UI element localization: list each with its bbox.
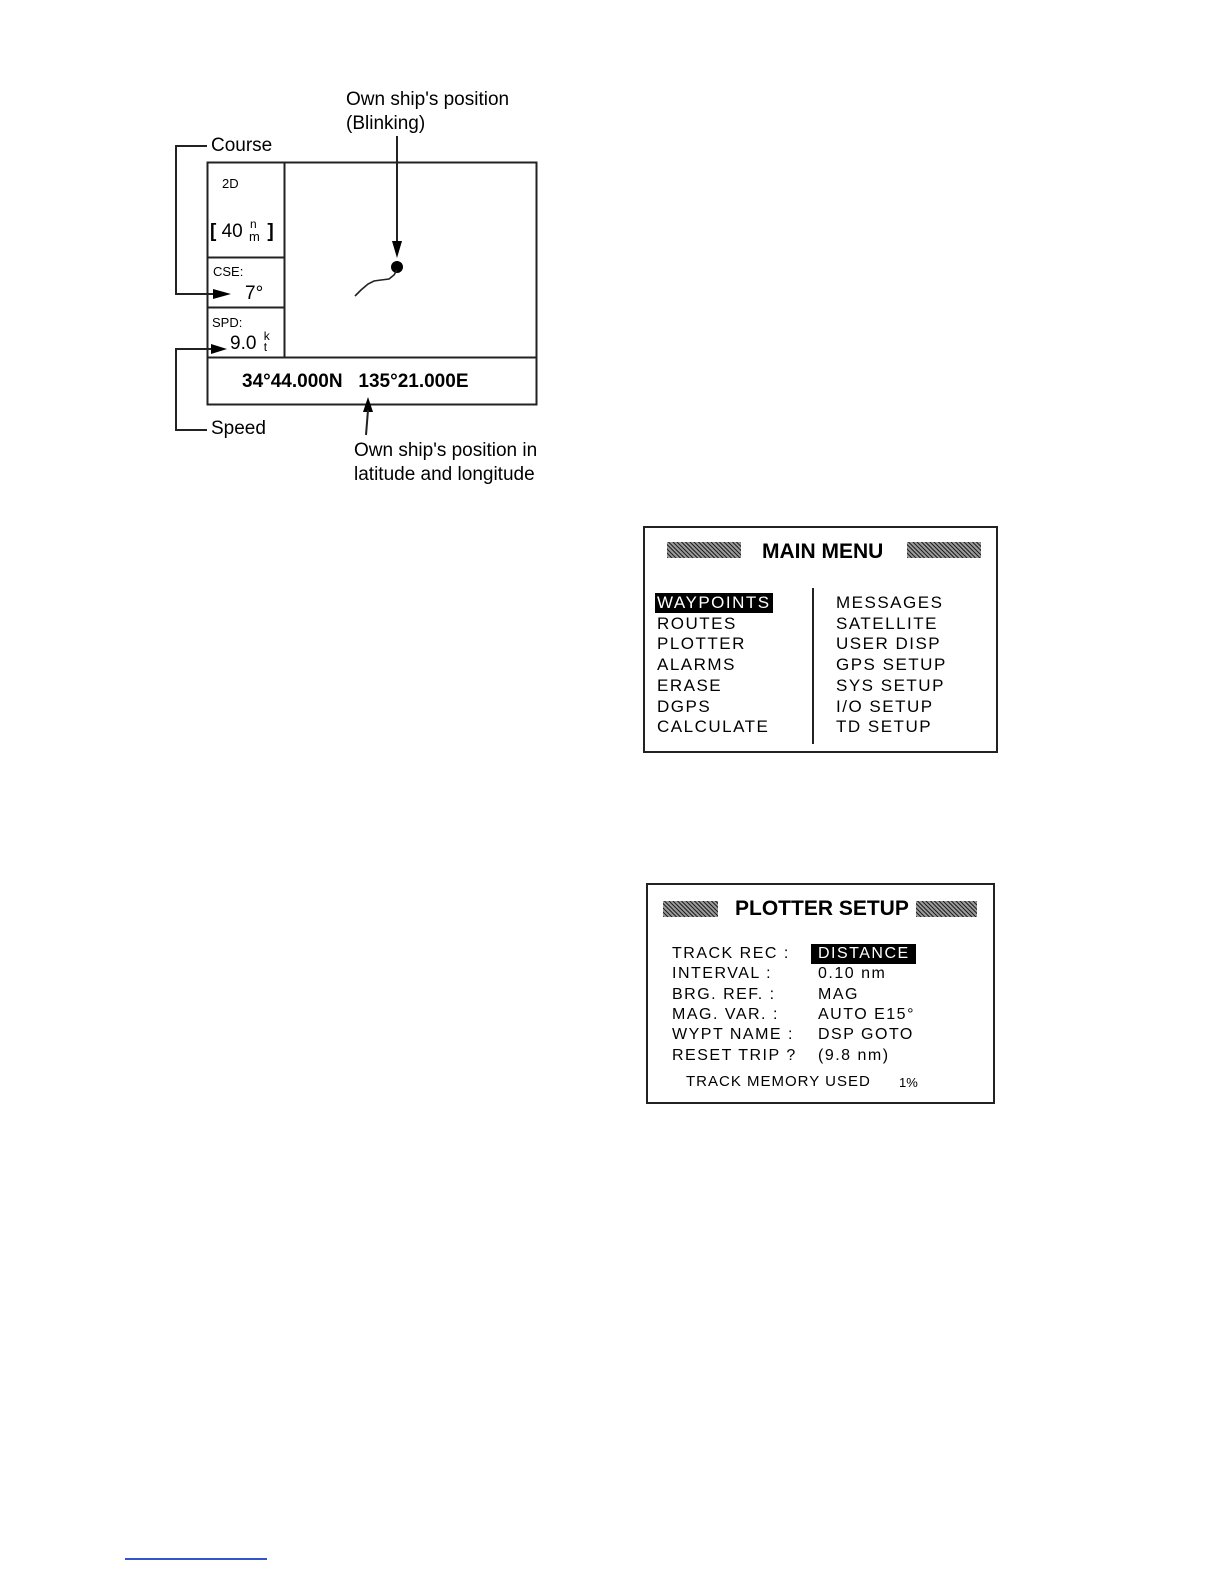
menu-item-satellite[interactable]: SATELLITE — [836, 613, 938, 633]
spd-unit-bottom: t — [263, 340, 268, 354]
range-value: 40 — [221, 221, 243, 242]
plotter-setup-title: PLOTTER SETUP — [735, 897, 909, 920]
title-hatch-left — [667, 542, 741, 558]
main-menu-title: MAIN MENU — [762, 540, 884, 563]
callout-own-ship-blinking: Own ship's position (Blinking) — [346, 89, 510, 134]
setting-value[interactable]: AUTO E15° — [818, 1005, 915, 1023]
title-hatch-right — [916, 901, 977, 917]
callout-lat-lon: Own ship's position in latitude and longitude — [354, 440, 538, 485]
setting-label: BRG. REF. : — [672, 985, 776, 1003]
track-memory-value: 1% — [899, 1075, 918, 1090]
setting-value[interactable]: 0.10 nm — [818, 965, 887, 983]
callout-speed: Speed — [211, 418, 266, 439]
diagram-lines — [0, 0, 600, 500]
menu-item-alarms[interactable]: ALARMS — [657, 655, 736, 675]
cse-label: CSE: — [213, 264, 244, 279]
mode-indicator: 2D — [222, 176, 239, 191]
setting-label: RESET TRIP ? — [672, 1046, 797, 1064]
menu-item-dgps[interactable]: DGPS — [657, 696, 712, 716]
menu-item-td-setup[interactable]: TD SETUP — [836, 717, 933, 737]
range-unit-top: n — [250, 217, 257, 231]
setting-label: TRACK REC : — [672, 945, 790, 962]
spd-value — [230, 329, 274, 355]
setting-value[interactable]: DSP GOTO — [818, 1026, 914, 1044]
menu-divider — [812, 588, 814, 744]
setting-label: WYPT NAME : — [672, 1026, 794, 1044]
title-hatch-left — [663, 901, 718, 917]
menu-item-messages[interactable]: MESSAGES — [836, 593, 944, 612]
footnote-rule — [125, 1558, 267, 1560]
spd-unit-top: k — [263, 329, 270, 343]
menu-item-waypoints[interactable]: WAYPOINTS — [657, 593, 771, 612]
range-display: [ 40 n m ] — [210, 217, 274, 244]
range-unit-bottom: m — [249, 229, 260, 244]
main-menu-panel — [643, 526, 998, 753]
menu-item-routes[interactable]: ROUTES — [657, 613, 737, 633]
setting-value[interactable]: MAG — [818, 985, 859, 1003]
menu-item-erase[interactable]: ERASE — [657, 675, 723, 695]
setting-label: MAG. VAR. : — [672, 1005, 779, 1023]
menu-item-calculate[interactable]: CALCULATE — [657, 717, 770, 737]
menu-item-i-o-setup[interactable]: I/O SETUP — [836, 696, 934, 716]
position-readout: 34°44.000N 135°21.000E — [242, 371, 469, 392]
setting-label: INTERVAL : — [672, 965, 773, 983]
title-hatch-right — [907, 542, 981, 558]
spd-number: 9.0 — [230, 333, 257, 354]
spd-label: SPD: — [212, 315, 243, 330]
menu-item-gps-setup[interactable]: GPS SETUP — [836, 655, 947, 675]
setting-value[interactable]: DISTANCE — [811, 944, 916, 964]
menu-item-plotter[interactable]: PLOTTER — [657, 634, 746, 654]
setting-value[interactable]: (9.8 nm) — [818, 1046, 890, 1064]
menu-item-user-disp[interactable]: USER DISP — [836, 634, 942, 654]
callout-course: Course — [211, 135, 273, 156]
menu-item-sys-setup[interactable]: SYS SETUP — [836, 675, 945, 695]
cse-value: 7° — [245, 283, 264, 304]
track-memory-label: TRACK MEMORY USED — [686, 1073, 871, 1090]
plotter-setup-panel — [646, 883, 995, 1104]
